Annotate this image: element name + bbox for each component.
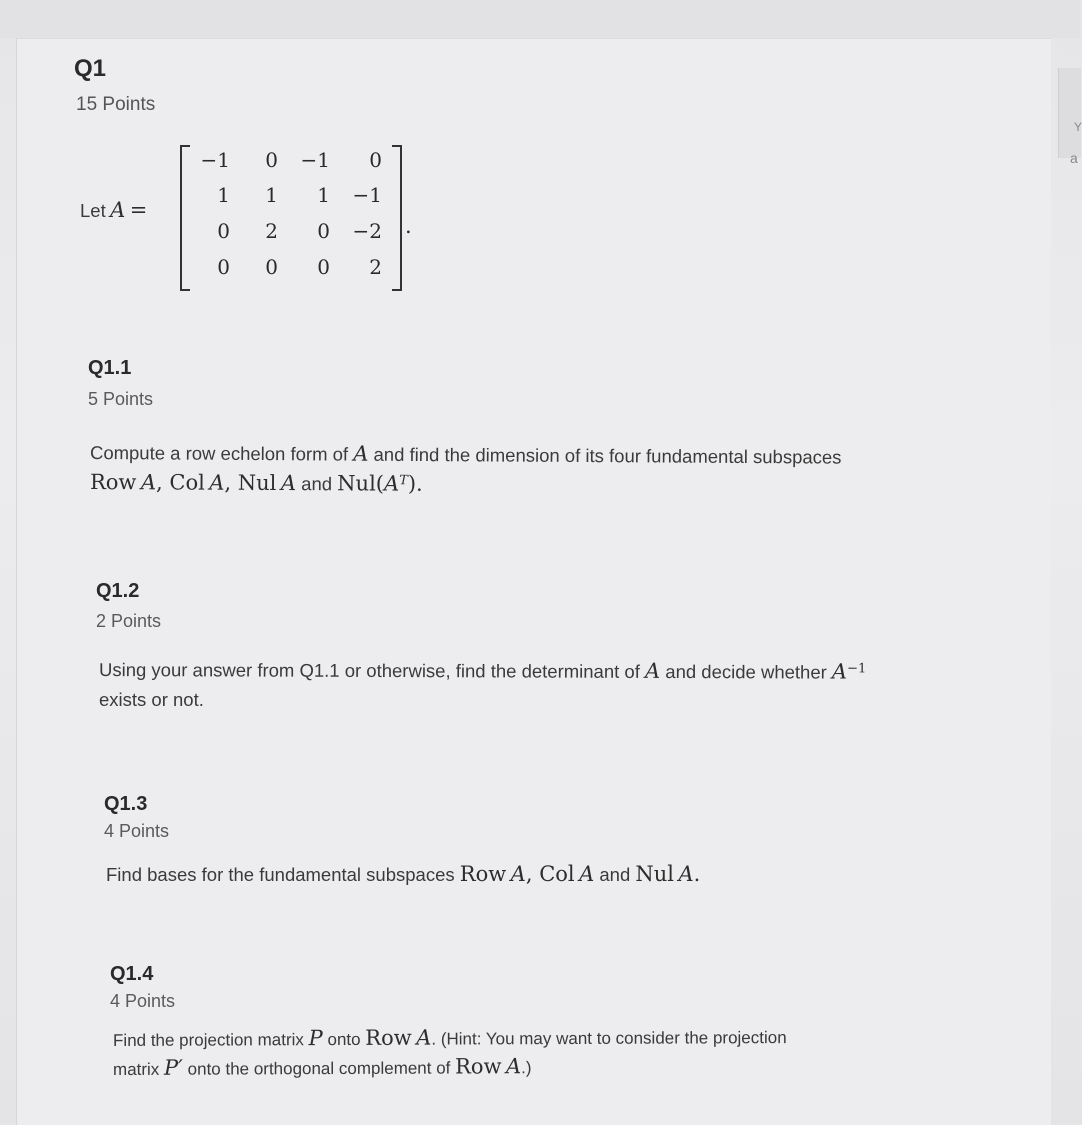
question-points: 15 Points: [76, 94, 156, 115]
q1-4-prompt-line2: matrix P′ onto the orthogonal complement of Row A.): [112, 1054, 532, 1080]
matrix-cell: −2: [352, 219, 382, 243]
matrix-cell: 0: [217, 219, 230, 243]
matrix-period: .: [405, 214, 412, 238]
q1-1-prompt-line1: Compute a row echelon form of A and find the dimension of its four fundamental subspaces: [89, 441, 842, 468]
side-panel-edge[interactable]: [1058, 68, 1081, 158]
q1-4-prompt-line1: Find the projection matrix P onto Row A. (Hint: You may want to consider the projection: [112, 1025, 787, 1051]
matrix-cell: 0: [217, 255, 230, 279]
q1-2-prompt-line1: Using your answer from Q1.1 or otherwise, find the determinant of A and decide whether $A^{-1}$: [98, 658, 867, 684]
matrix-cell: −1: [352, 183, 382, 207]
matrix-cell: 0: [317, 219, 330, 243]
matrix-cell: 1: [265, 183, 278, 207]
matrix-intro: [80, 198, 147, 222]
q1-3-prompt: Find bases for the fundamental subspaces Row A, Col A and Nul A.: [106, 862, 701, 886]
matrix-cell: 0: [265, 255, 278, 279]
subquestion-points-1-3: 4 Points: [104, 821, 170, 841]
subquestion-title-1-3: Q1.3: [104, 793, 148, 815]
side-panel-letter: a: [1070, 150, 1078, 166]
subquestion-points-1-2: 2 Points: [96, 611, 162, 631]
question-title: Q1: [74, 55, 107, 82]
matrix-cell: 2: [265, 219, 278, 243]
q1-2-prompt-line2: exists or not.: [99, 689, 204, 710]
matrix-cell: 0: [317, 255, 330, 279]
matrix-cell: −1: [200, 148, 230, 172]
equals-sign: =: [129, 198, 148, 222]
subquestion-points-1-1: 5 Points: [88, 389, 154, 409]
subquestion-title-1-1: Q1.1: [88, 357, 132, 379]
matrix-cell: −1: [300, 148, 330, 172]
matrix-var: A: [110, 198, 126, 222]
q1-1-prompt-line2: Row A, Col A, Nul A and $Nul(A^T)$.: [89, 470, 423, 496]
matrix-a: [180, 145, 402, 287]
top-band: [0, 0, 1080, 38]
matrix-right-bracket: [392, 145, 402, 291]
matrix-cell: 0: [369, 148, 382, 172]
matrix-cell: 1: [217, 183, 230, 207]
matrix-cell: 2: [369, 255, 382, 279]
subquestion-title-1-4: Q1.4: [110, 963, 154, 985]
let-label: Let: [80, 200, 106, 221]
subquestion-points-1-4: 4 Points: [110, 991, 176, 1011]
matrix-cell: 1: [317, 183, 330, 207]
side-panel-mark: Y: [1074, 120, 1082, 134]
subquestion-title-1-2: Q1.2: [96, 580, 140, 602]
matrix-cell: 0: [265, 148, 278, 172]
